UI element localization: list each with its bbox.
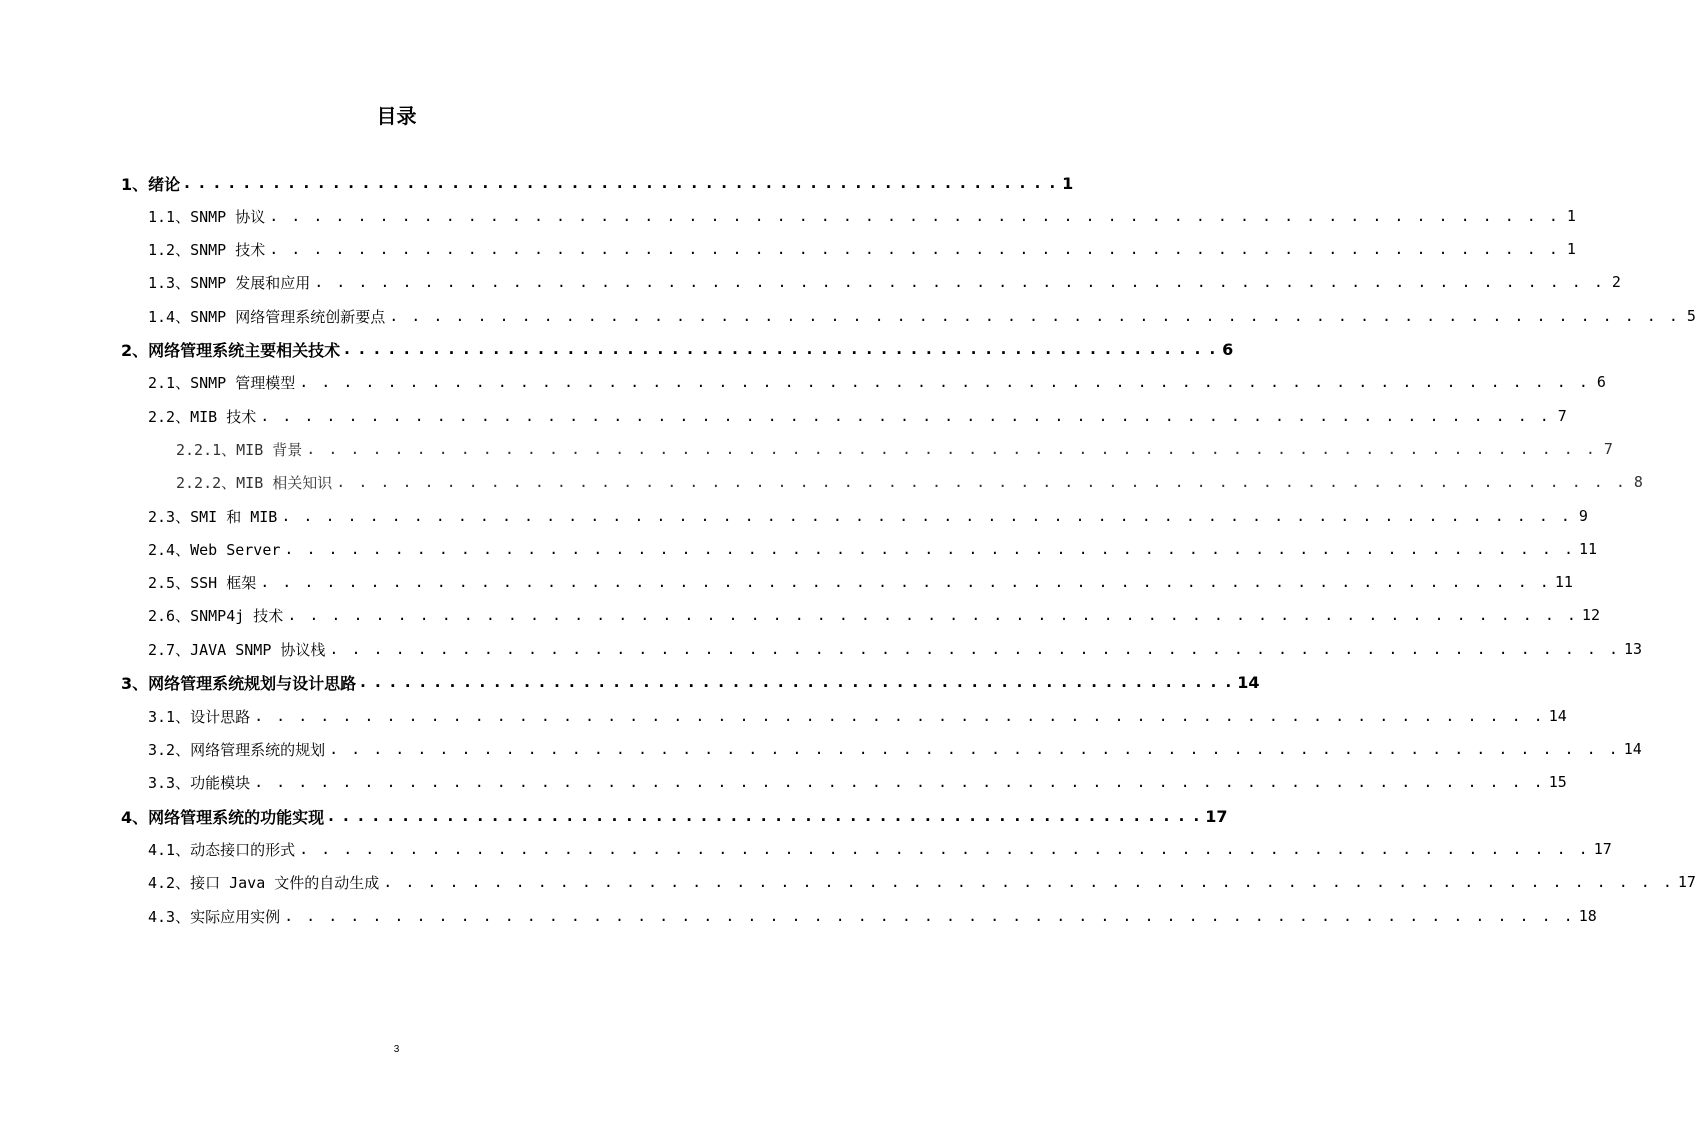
toc-entry-page: 6 [1596,373,1606,391]
toc-entry-page: 14 [1623,740,1642,758]
toc-entry-page: 18 [1578,907,1597,925]
toc-entry-label: 1.3、SNMP 发展和应用 [148,273,311,292]
toc-entry[interactable] [148,770,1567,794]
toc-entry[interactable] [148,204,1576,228]
toc-leader-dots: . . . . . . . . . . . . . . . . . . . . . . . . . . . . . . . . . . . . . . . . . . . . . . . . . . . . . . . . . . . [254,707,1545,725]
toc-entry-page: 9 [1578,507,1588,525]
page-title: 目录 [376,104,417,128]
toc-entry[interactable] [121,337,1234,361]
toc-leader-dots: . . . . . . . . . . . . . . . . . . . . . . . . . . . . . . . . . . . . . . . . . . . . . . . . . . . . . . . . . . . [360,673,1234,691]
toc-leader-dots: . . . . . . . . . . . . . . . . . . . . . . . . . . . . . . . . . . . . . . . . . . . . . . . . . . . . . . . . . . . [284,907,1575,925]
toc-entry-label: 4.3、实际应用实例 [148,907,281,926]
toc-entry[interactable] [148,603,1600,627]
toc-entry-label: 4.2、接口 Java 文件的自动生成 [148,873,380,892]
toc-entry-label: 2.4、Web Server [148,540,281,559]
toc-leader-dots: . . . . . . . . . . . . . . . . . . . . . . . . . . . . . . . . . . . . . . . . . . . . . . . . . . . . . . . . . . . [336,473,1627,491]
toc-entry-label: 2、网络管理系统主要相关技术 [121,340,341,360]
toc-leader-dots: . . . . . . . . . . . . . . . . . . . . . . . . . . . . . . . . . . . . . . . . . . . . . . . . . . . . . . . . . . . [284,540,1576,558]
toc-entry[interactable] [121,670,1260,694]
toc-entry-label: 3、网络管理系统规划与设计思路 [121,673,357,693]
toc-entry-label: 1.4、SNMP 网络管理系统创新要点 [148,307,386,326]
toc-entry-label: 1.1、SNMP 协议 [148,207,266,226]
toc-leader-dots: . . . . . . . . . . . . . . . . . . . . . . . . . . . . . . . . . . . . . . . . . . . . . . . . . . . . . . . . . . . [287,606,1578,624]
toc-entry[interactable] [148,404,1567,428]
toc-leader-dots: . . . . . . . . . . . . . . . . . . . . . . . . . . . . . . . . . . . . . . . . . . . . . . . . . . . . . . . . . . . [184,174,1058,192]
toc-entry-label: 2.2.2、MIB 相关知识 [176,473,333,492]
toc-leader-dots: . . . . . . . . . . . . . . . . . . . . . . . . . . . . . . . . . . . . . . . . . . . . . . . . . . . . . . . . . . . [306,440,1597,458]
toc-entry[interactable] [148,370,1606,394]
toc-entry-label: 2.1、SNMP 管理模型 [148,373,296,392]
toc-entry[interactable] [121,804,1228,828]
toc-leader-dots: . . . . . . . . . . . . . . . . . . . . . . . . . . . . . . . . . . . . . . . . . . . . . . . . . . . . . . . . . . . [299,373,1590,391]
toc-entry-page: 11 [1579,540,1598,558]
toc-entry-page: 1 [1062,173,1074,193]
toc-entry[interactable] [176,470,1643,494]
toc-entry[interactable] [148,737,1642,761]
toc-entry-page: 1 [1566,207,1576,225]
toc-entry-page: 5 [1686,307,1696,325]
toc-leader-dots: . . . . . . . . . . . . . . . . . . . . . . . . . . . . . . . . . . . . . . . . . . . . . . . . . . . . . . . . . . . [260,573,1551,591]
toc-entry-page: 2 [1611,273,1621,291]
toc-entry-label: 2.2.1、MIB 背景 [176,440,303,459]
toc-entry-label: 4.1、动态接口的形式 [148,840,296,859]
toc-leader-dots: . . . . . . . . . . . . . . . . . . . . . . . . . . . . . . . . . . . . . . . . . . . . . . . . . . . . . . . . . . . [269,207,1560,225]
toc-entry-page: 17 [1593,840,1612,858]
toc-leader-dots: . . . . . . . . . . . . . . . . . . . . . . . . . . . . . . . . . . . . . . . . . . . . . . . . . . . . . . . . . . . [389,307,1680,325]
toc-entry-page: 7 [1603,440,1613,458]
toc-leader-dots: . . . . . . . . . . . . . . . . . . . . . . . . . . . . . . . . . . . . . . . . . . . . . . . . . . . . . . . . . . . [344,340,1218,358]
toc-entry[interactable] [148,270,1621,294]
page-number: 3 [393,1044,400,1055]
toc-leader-dots: . . . . . . . . . . . . . . . . . . . . . . . . . . . . . . . . . . . . . . . . . . . . . . . . . . . . . . . . . . . [260,407,1551,425]
toc-leader-dots: . . . . . . . . . . . . . . . . . . . . . . . . . . . . . . . . . . . . . . . . . . . . . . . . . . . . . . . . . . . [328,807,1202,825]
toc-entry-page: 15 [1548,773,1567,791]
toc-entry-page: 14 [1548,707,1567,725]
toc-entry-page: 8 [1633,473,1643,491]
toc-leader-dots: . . . . . . . . . . . . . . . . . . . . . . . . . . . . . . . . . . . . . . . . . . . . . . . . . . . . . . . . . . . [281,507,1572,525]
toc-entry[interactable] [148,870,1696,894]
toc-entry-page: 6 [1222,339,1234,359]
toc-entry-page: 17 [1205,806,1228,826]
toc-entry-label: 2.2、MIB 技术 [148,407,257,426]
toc-entry-label: 2.5、SSH 框架 [148,573,257,592]
toc-entry-page: 14 [1237,672,1260,692]
toc-leader-dots: . . . . . . . . . . . . . . . . . . . . . . . . . . . . . . . . . . . . . . . . . . . . . . . . . . . . . . . . . . . [383,873,1674,891]
toc-leader-dots: . . . . . . . . . . . . . . . . . . . . . . . . . . . . . . . . . . . . . . . . . . . . . . . . . . . . . . . . . . . [314,273,1605,291]
toc-entry-label: 3.1、设计思路 [148,707,251,726]
toc-entry[interactable] [148,637,1643,661]
toc-entry[interactable] [176,437,1613,461]
toc-entry-page: 13 [1624,640,1643,658]
toc-entry[interactable] [148,304,1696,328]
toc-leader-dots: . . . . . . . . . . . . . . . . . . . . . . . . . . . . . . . . . . . . . . . . . . . . . . . . . . . . . . . . . . . [329,640,1621,658]
toc-entry-page: 11 [1554,573,1573,591]
toc-entry-label: 3.3、功能模块 [148,773,251,792]
toc-entry-label: 4、网络管理系统的功能实现 [121,807,325,827]
toc-entry-label: 1.2、SNMP 技术 [148,240,266,259]
toc-entry[interactable] [121,171,1074,195]
toc-entry-label: 2.3、SMI 和 MIB [148,507,278,526]
toc-entry-page: 12 [1581,606,1600,624]
toc-leader-dots: . . . . . . . . . . . . . . . . . . . . . . . . . . . . . . . . . . . . . . . . . . . . . . . . . . . . . . . . . . . [299,840,1590,858]
toc-entry-label: 2.6、SNMP4j 技术 [148,606,284,625]
toc-entry[interactable] [148,904,1597,928]
toc-entry[interactable] [148,504,1588,528]
toc-entry[interactable] [148,237,1576,261]
toc-leader-dots: . . . . . . . . . . . . . . . . . . . . . . . . . . . . . . . . . . . . . . . . . . . . . . . . . . . . . . . . . . . [329,740,1620,758]
toc-entry[interactable] [148,704,1567,728]
toc-entry-page: 7 [1557,407,1567,425]
toc-leader-dots: . . . . . . . . . . . . . . . . . . . . . . . . . . . . . . . . . . . . . . . . . . . . . . . . . . . . . . . . . . . [269,240,1560,258]
toc-entry[interactable] [148,837,1612,861]
toc-leader-dots: . . . . . . . . . . . . . . . . . . . . . . . . . . . . . . . . . . . . . . . . . . . . . . . . . . . . . . . . . . . [254,773,1545,791]
toc-entry-page: 17 [1677,873,1696,891]
toc-entry-page: 1 [1566,240,1576,258]
toc-entry-label: 1、绪论 [121,174,181,194]
toc-entry[interactable] [148,537,1598,561]
toc-entry-label: 2.7、JAVA SNMP 协议栈 [148,640,326,659]
toc-entry[interactable] [148,570,1573,594]
toc-entry-label: 3.2、网络管理系统的规划 [148,740,326,759]
